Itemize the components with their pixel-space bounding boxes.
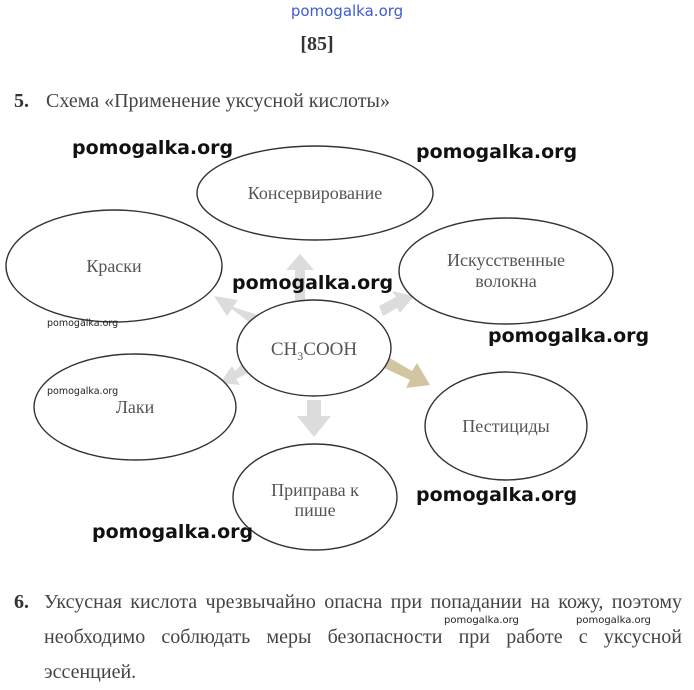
label-center-sub: 3 — [297, 349, 304, 363]
arrow-to-paints — [214, 296, 258, 323]
label-center-tail: COOH — [303, 339, 358, 360]
arrow-to-seasoning — [297, 400, 331, 437]
label-center — [271, 339, 358, 363]
watermark-large: pomogalka.org — [72, 137, 234, 159]
label-seasoning-line1: Приправа к — [271, 480, 359, 500]
arrow-to-pesticides — [382, 357, 430, 388]
label-center-main: CH — [270, 339, 298, 360]
watermark-large: pomogalka.org — [416, 141, 578, 163]
watermark-large: pomogalka.org — [488, 325, 650, 347]
arrow-to-fibers — [379, 291, 414, 316]
label-fibers-line1: Искусственные — [446, 250, 566, 270]
task-5-number: 5. — [14, 90, 29, 112]
label-pesticides: Пестициды — [462, 416, 550, 436]
task-5-title: Схема «Применение уксусной кислоты» — [46, 90, 390, 112]
label-fibers-line2: волокна — [475, 271, 537, 291]
label-varnishes: Лаки — [115, 397, 155, 417]
label-paints: Краски — [86, 256, 142, 276]
watermark-large: pomogalka.org — [416, 484, 578, 506]
header-watermark: pomogalka.org — [290, 2, 404, 20]
watermark-large: pomogalka.org — [232, 272, 394, 294]
page-number: [85] — [300, 33, 334, 55]
task-6-text: Уксусная кислота чрезвычайно опасна при попадании на кожу, поэтому необходимо соблюдать меры безопасности при работе с уксусной эссенцией. — [44, 591, 682, 683]
acetic-acid-diagram — [0, 135, 694, 575]
watermark-small: pomogalka.org — [576, 615, 651, 626]
task-6 — [14, 585, 682, 690]
watermark-small: pomogalka.org — [444, 615, 519, 626]
watermark-small: pomogalka.org — [47, 386, 119, 397]
watermark-large: pomogalka.org — [92, 521, 254, 543]
label-preserving: Консервирование — [247, 183, 383, 203]
task-6-number: 6. — [14, 591, 29, 613]
task-5-heading — [14, 90, 390, 113]
watermark-small: pomogalka.org — [47, 318, 119, 329]
label-seasoning-line2: пише — [294, 500, 336, 520]
